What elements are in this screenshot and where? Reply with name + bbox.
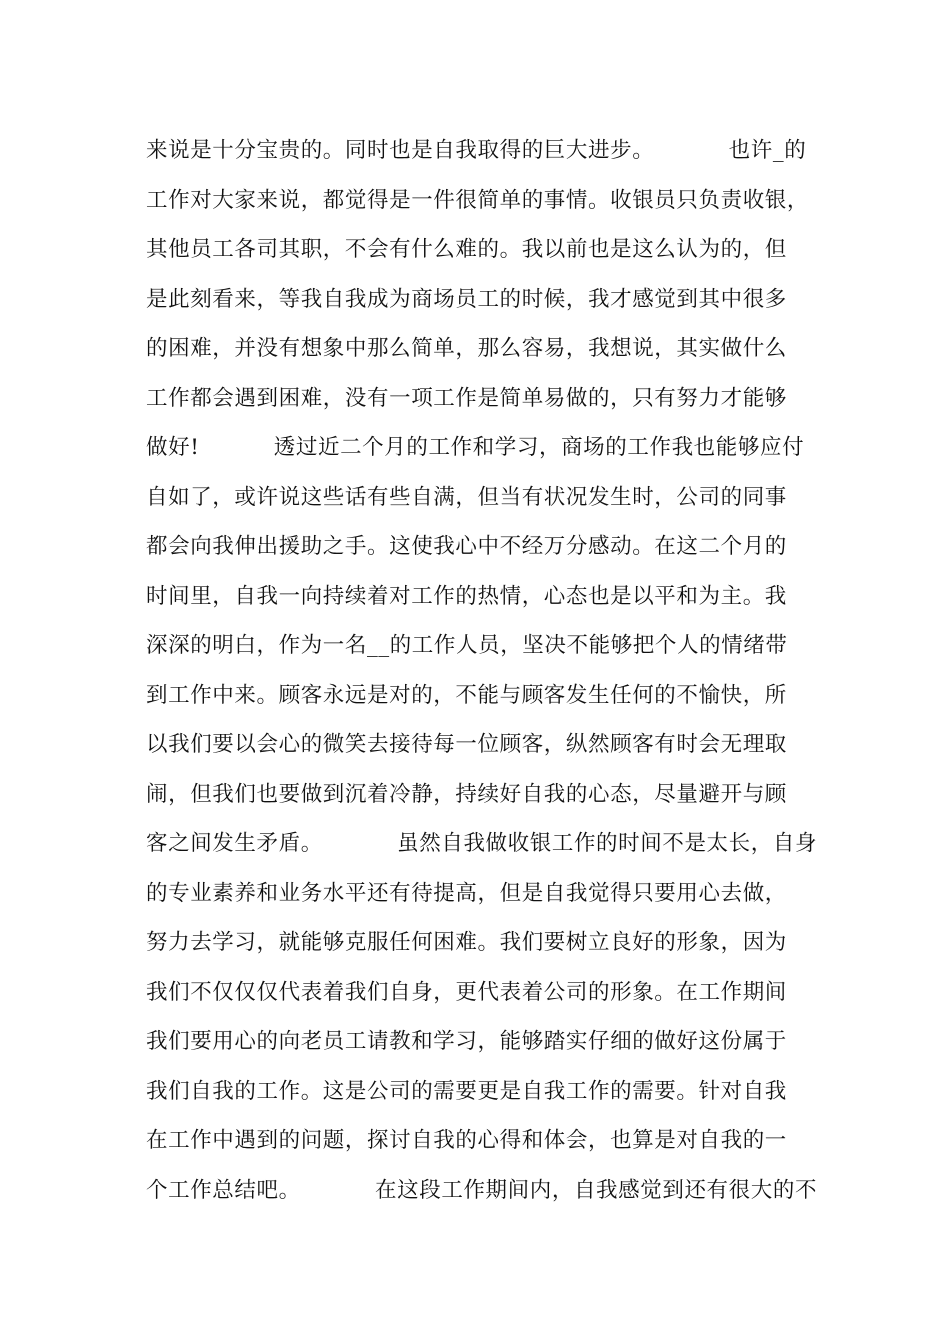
text-line: 客之间发生矛盾。 虽然自我做收银工作的时间不是太长，自身 bbox=[146, 831, 818, 856]
text-line: 我们要用心的向老员工请教和学习，能够踏实仔细的做好这份属于 bbox=[146, 1029, 787, 1054]
text-line: 其他员工各司其职，不会有什么难的。我以前也是这么认为的，但 bbox=[146, 237, 787, 262]
text-line: 以我们要以会心的微笑去接待每一位顾客，纵然顾客有时会无理取 bbox=[146, 732, 787, 757]
text-line: 时间里，自我一向持续着对工作的热情，心态也是以平和为主。我 bbox=[146, 583, 787, 609]
text-line: 的困难，并没有想象中那么简单，那么容易，我想说，其实做什么 bbox=[146, 336, 787, 361]
text-line: 自如了，或许说这些话有些自满，但当有状况发生时，公司的同事 bbox=[146, 484, 787, 510]
text-line: 来说是十分宝贵的。同时也是自我取得的巨大进步。 也许_的 bbox=[146, 138, 807, 163]
text-line: 在工作中遇到的问题，探讨自我的心得和体会，也算是对自我的一 bbox=[146, 1128, 787, 1153]
text-line: 工作对大家来说，都觉得是一件很简单的事情。收银员只负责收银， bbox=[146, 187, 810, 213]
text-line: 做好! 透过近二个月的工作和学习，商场的工作我也能够应付 bbox=[146, 435, 805, 460]
body-text bbox=[146, 131, 826, 1220]
text-line: 是此刻看来，等我自我成为商场员工的时候，我才感觉到其中很多 bbox=[146, 286, 787, 312]
text-line: 都会向我伸出援助之手。这使我心中不经万分感动。在这二个月的 bbox=[146, 534, 787, 559]
text-line: 工作都会遇到困难，没有一项工作是简单易做的，只有努力才能够 bbox=[146, 385, 787, 411]
text-line: 我们不仅仅仅代表着我们自身，更代表着公司的形象。在工作期间 bbox=[146, 979, 787, 1005]
text-line: 努力去学习，就能够克服任何困难。我们要树立良好的形象，因为 bbox=[146, 930, 787, 955]
text-line: 闹，但我们也要做到沉着冷静，持续好自我的心态，尽量避开与顾 bbox=[146, 781, 787, 807]
text-line: 我们自我的工作。这是公司的需要更是自我工作的需要。针对自我 bbox=[146, 1078, 787, 1104]
text-line: 个工作总结吧。 在这段工作期间内，自我感觉到还有很大的不 bbox=[146, 1177, 818, 1203]
text-line: 到工作中来。顾客永远是对的，不能与顾客发生任何的不愉快，所 bbox=[146, 682, 787, 708]
text-line: 深深的明白，作为一名__的工作人员，坚决不能够把个人的情绪带 bbox=[146, 633, 788, 658]
text-line: 的专业素养和业务水平还有待提高，但是自我觉得只要用心去做， bbox=[146, 880, 787, 906]
